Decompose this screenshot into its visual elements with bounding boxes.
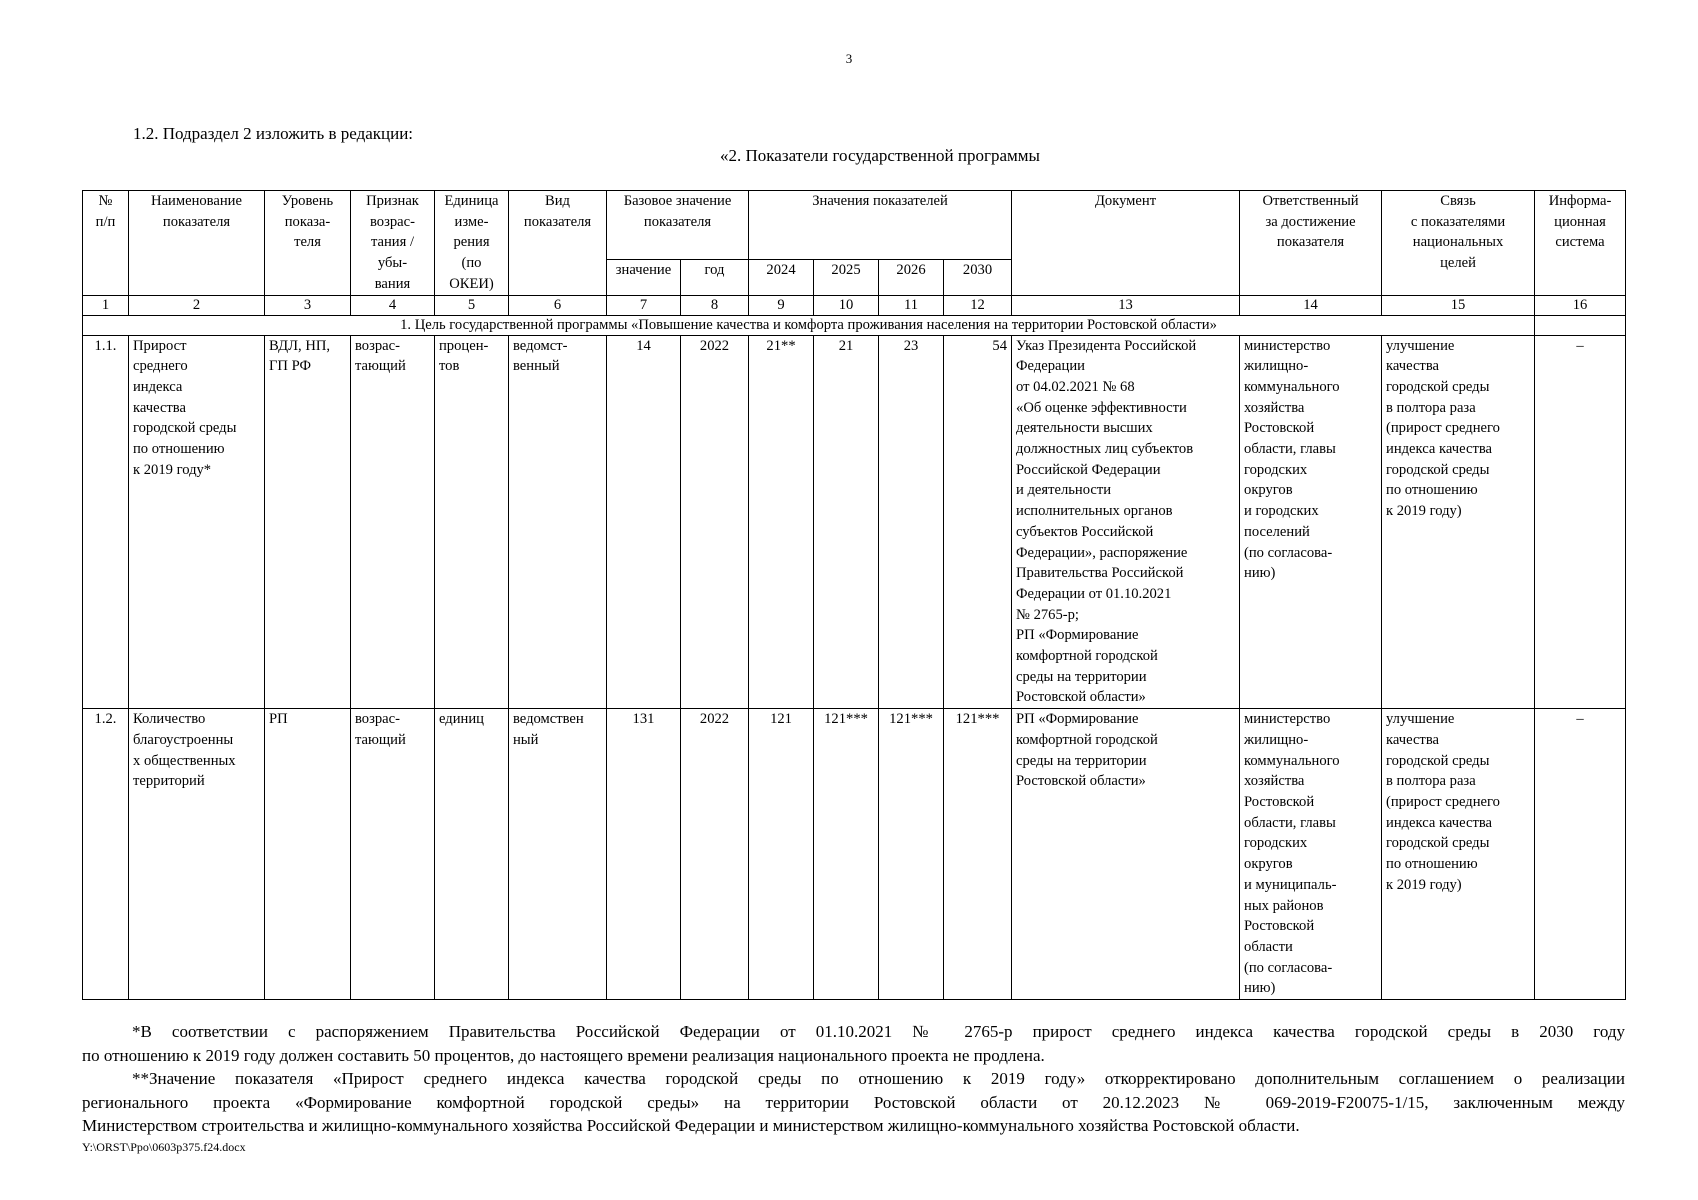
- indicator-base-value: 14: [607, 335, 681, 709]
- header-name: Наименование показателя: [129, 191, 265, 296]
- indicator-sign: возрас- тающий: [351, 709, 435, 1000]
- indicator-unit: процен- тов: [435, 335, 509, 709]
- header-responsible: Ответственный за достижение показателя: [1240, 191, 1382, 296]
- footnote-1-line: по отношению к 2019 году должен составить 50 процентов, до настоящего времени реализация национального проекта не продлена.: [82, 1045, 1045, 1065]
- column-number: 14: [1240, 295, 1382, 315]
- indicators-table: [82, 190, 1626, 1000]
- indicator-level: РП: [265, 709, 351, 1000]
- indicator-num: 1.2.: [83, 709, 129, 1000]
- column-number: 1: [83, 295, 129, 315]
- indicator-name: Прирост среднего индекса качества городской среды по отношению к 2019 году*: [129, 335, 265, 709]
- indicator-sign: возрас- тающий: [351, 335, 435, 709]
- header-unit: Единица изме- рения (по ОКЕИ): [435, 191, 509, 296]
- indicator-base-year: 2022: [681, 709, 749, 1000]
- header-base-year: год: [681, 260, 749, 295]
- column-number: 7: [607, 295, 681, 315]
- table-title: «2. Показатели государственной программы: [720, 146, 1040, 165]
- indicator-responsible: министерство жилищно- коммунального хозяйства Ростовской области, главы городских округов и городских поселений (по согласова- нию): [1240, 335, 1382, 709]
- indicator-num: 1.1.: [83, 335, 129, 709]
- header-year-2025: 2025: [814, 260, 879, 295]
- goal-empty-cell: [1535, 315, 1626, 335]
- column-number: 5: [435, 295, 509, 315]
- footnote-2-line: регионального проекта «Формирование комфортной городской среды» на территории Ростовской области от 20.12.2023 № 069-2019-F20075-1/15, заключенным между: [82, 1092, 1625, 1112]
- footnote-2-line: Министерством строительства и жилищно-коммунального хозяйства Российской Федерации и министерством жилищно-коммунального хозяйства Ростовской области.: [82, 1116, 1300, 1135]
- column-number: 8: [681, 295, 749, 315]
- column-number: 15: [1382, 295, 1535, 315]
- header-year-2026: 2026: [879, 260, 944, 295]
- column-number: 9: [749, 295, 814, 315]
- indicator-value-2025: 21: [814, 335, 879, 709]
- header-level: Уровень показа- теля: [265, 191, 351, 296]
- indicator-document: Указ Президента Российской Федерации от 04.02.2021 № 68 «Об оценке эффективности деятельности высших должностных лиц субъектов Российской Федерации и деятельности исполнительных органов субъектов Российской Федерации», распоряжение Правительства Российской Федерации от 01.10.2021 № 2765-р; РП «Формирование комфортной городской среды на территории Ростовской области»: [1012, 335, 1240, 709]
- column-number: 6: [509, 295, 607, 315]
- indicator-row: [83, 335, 1626, 709]
- page-number: 3: [845, 51, 853, 66]
- indicator-unit: единиц: [435, 709, 509, 1000]
- footnotes: [82, 1020, 1625, 1138]
- column-number: 11: [879, 295, 944, 315]
- header-values: Значения показателей: [749, 191, 1012, 260]
- indicator-info: –: [1535, 709, 1626, 1000]
- header-year-2024: 2024: [749, 260, 814, 295]
- column-number: 16: [1535, 295, 1626, 315]
- indicator-document: РП «Формирование комфортной городской среды на территории Ростовской области»: [1012, 709, 1240, 1000]
- header-num: № п/п: [83, 191, 129, 296]
- file-path: Y:\ORST\Ppo\0603p375.f24.docx: [82, 1140, 246, 1154]
- header-link: Связь с показателями национальных целей: [1382, 191, 1535, 296]
- indicator-row: [83, 709, 1626, 1000]
- column-number: 4: [351, 295, 435, 315]
- indicator-name: Количество благоустроенны х общественных территорий: [129, 709, 265, 1000]
- indicator-value-2026: 23: [879, 335, 944, 709]
- indicator-value-2030: 54: [944, 335, 1012, 709]
- indicator-base-year: 2022: [681, 335, 749, 709]
- column-number: 3: [265, 295, 351, 315]
- column-number: 13: [1012, 295, 1240, 315]
- column-number: 12: [944, 295, 1012, 315]
- column-number: 2: [129, 295, 265, 315]
- header-year-2030: 2030: [944, 260, 1012, 295]
- indicator-base-value: 131: [607, 709, 681, 1000]
- header-base: Базовое значение показателя: [607, 191, 749, 260]
- indicator-link: улучшение качества городской среды в полтора раза (прирост среднего индекса качества городской среды по отношению к 2019 году): [1382, 709, 1535, 1000]
- indicator-type: ведомствен ный: [509, 709, 607, 1000]
- header-type: Вид показателя: [509, 191, 607, 296]
- intro-text: 1.2. Подраздел 2 изложить в редакции:: [133, 124, 414, 143]
- indicator-responsible: министерство жилищно- коммунального хозяйства Ростовской области, главы городских округов и муниципаль- ных районов Ростовской области (по согласова- нию): [1240, 709, 1382, 1000]
- goal-title: 1. Цель государственной программы «Повышение качества и комфорта проживания населения на территории Ростовской области»: [83, 315, 1535, 335]
- indicator-link: улучшение качества городской среды в полтора раза (прирост среднего индекса качества городской среды по отношению к 2019 году): [1382, 335, 1535, 709]
- footnote-2-line: **Значение показателя «Прирост среднего индекса качества городской среды по отношению к 2019 году» откорректировано дополнительным соглашением о реализации: [132, 1069, 1625, 1088]
- column-number: 10: [814, 295, 879, 315]
- indicator-value-2025: 121***: [814, 709, 879, 1000]
- header-document: Документ: [1012, 191, 1240, 296]
- indicator-value-2024: 121: [749, 709, 814, 1000]
- header-row: [83, 191, 1626, 260]
- indicator-value-2026: 121***: [879, 709, 944, 1000]
- footnote-1-line: *В соответствии с распоряжением Правительства Российской Федерации от 01.10.2021 № 2765-р прирост среднего индекса качества городской среды в 2030 году: [132, 1022, 1625, 1041]
- header-base-value: значение: [607, 260, 681, 295]
- header-sign: Признак возрас- тания / убы- вания: [351, 191, 435, 296]
- indicator-info: –: [1535, 335, 1626, 709]
- goal-row: [83, 315, 1626, 335]
- indicator-level: ВДЛ, НП, ГП РФ: [265, 335, 351, 709]
- indicator-value-2030: 121***: [944, 709, 1012, 1000]
- indicator-value-2024: 21**: [749, 335, 814, 709]
- header-info: Информа- ционная система: [1535, 191, 1626, 296]
- indicator-type: ведомст- венный: [509, 335, 607, 709]
- column-number-row: [83, 295, 1626, 315]
